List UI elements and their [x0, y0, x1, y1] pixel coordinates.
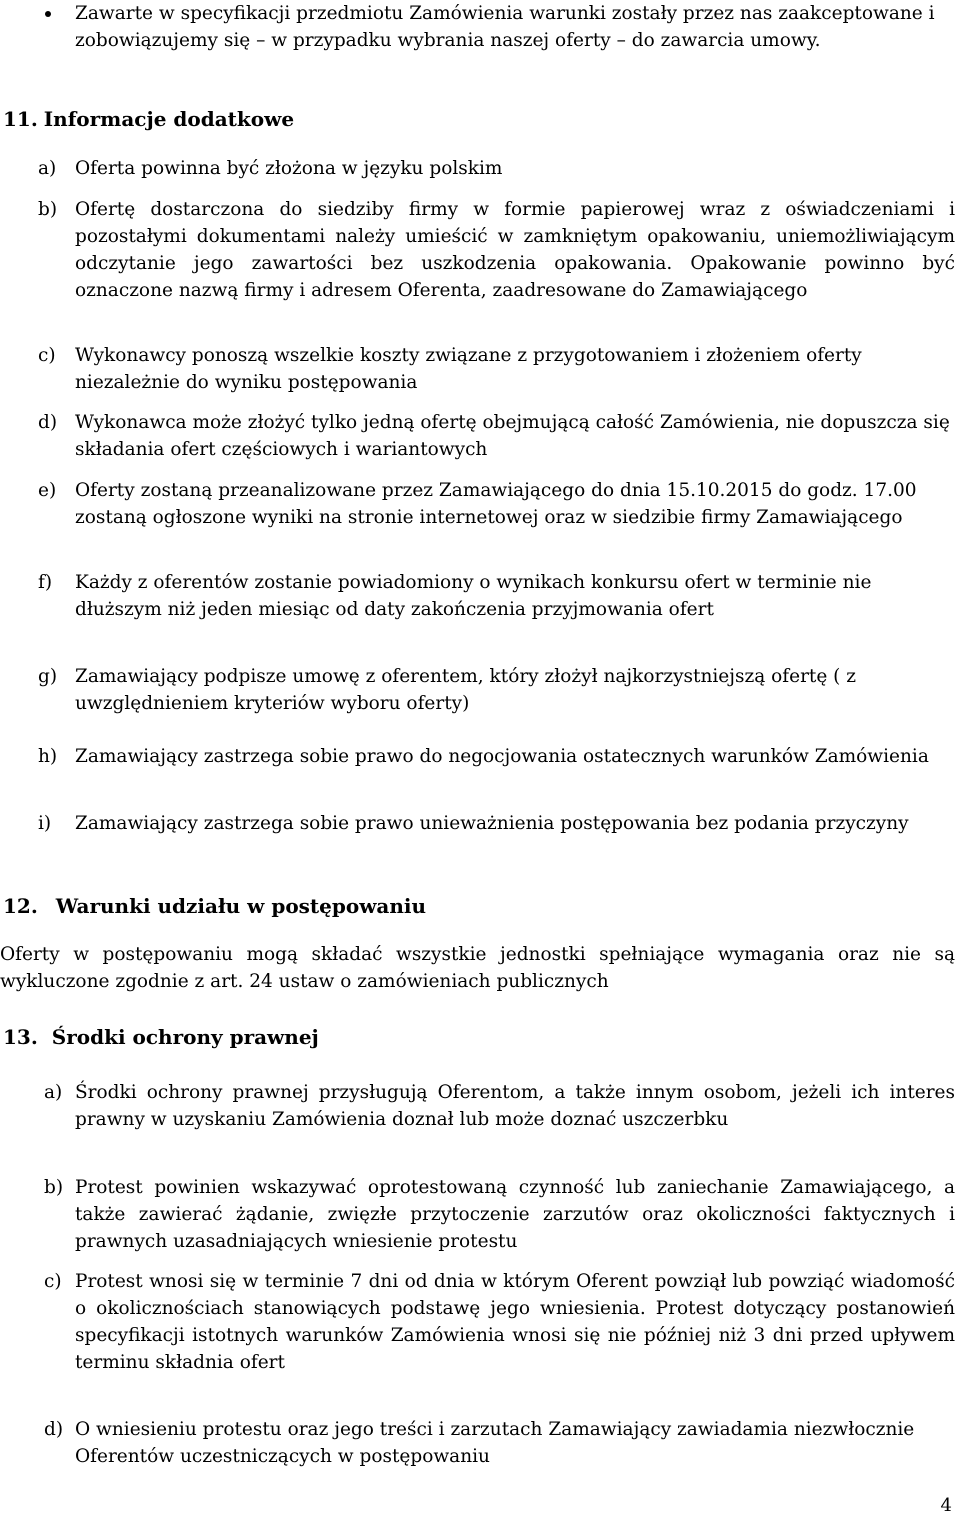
item-label: g): [38, 666, 58, 687]
list-item: [0, 1268, 955, 1376]
list-item: [0, 569, 955, 623]
section-13-heading: [3, 1024, 319, 1051]
list-item: [0, 155, 955, 182]
section-title: Warunki udziału w postępowaniu: [55, 894, 427, 918]
list-item: [0, 196, 955, 304]
item-text: Oferta powinna być złożona w języku polskim: [75, 158, 503, 179]
item-label: i): [38, 813, 52, 834]
item-text: Zamawiający podpisze umowę z oferentem, który złożył najkorzystniejszą ofertę ( z uwzględnieniem kryteriów wyboru oferty): [75, 666, 857, 714]
item-text: Wykonawcy ponoszą wszelkie koszty związane z przygotowaniem i złożeniem oferty niezależnie do wyniku postępowania: [75, 345, 862, 393]
list-item: [0, 477, 955, 531]
bullet-dot: [45, 11, 51, 17]
item-text: Zamawiający zastrzega sobie prawo do negocjowania ostatecznych warunków Zamówienia: [75, 746, 929, 767]
item-label: f): [38, 572, 53, 593]
item-label: h): [38, 746, 58, 767]
list-item: [0, 1079, 955, 1133]
section-number: 12.: [3, 894, 38, 918]
item-label: e): [38, 480, 57, 501]
section-title: Środki ochrony prawnej: [51, 1025, 319, 1049]
item-label: c): [38, 345, 56, 366]
list-item: [0, 663, 955, 717]
item-text: Ofertę dostarczona do siedziby firmy w formie papierowej wraz z oświadczeniami i pozostałymi dokumentami należy umieścić w zamkniętym opakowaniu, uniemożliwiającym odczytanie jego zawartości bez uszkodzenia opakowania. Opakowanie powinno być oznaczone nazwą firmy i adresem Oferenta, zaadresowane do Zamawiającego: [75, 199, 955, 301]
item-text: Każdy z oferentów zostanie powiadomiony o wynikach konkursu ofert w terminie nie dłuższym niż jeden miesiąc od daty zakończenia przyjmowania ofert: [75, 572, 872, 620]
item-label: b): [44, 1177, 64, 1198]
item-text: Oferty zostaną przeanalizowane przez Zamawiającego do dnia 15.10.2015 do godz. 17.00 zostaną ogłoszone wyniki na stronie internetowej oraz w siedzibie firmy Zamawiającego: [75, 480, 917, 528]
bullet-text: Zawarte w specyfikacji przedmiotu Zamówienia warunki zostały przez nas zaakceptowane i zobowiązujemy się – w przypadku wybrania naszej oferty – do zawarcia umowy.: [75, 3, 935, 51]
item-text: Protest wnosi się w terminie 7 dni od dnia w którym Oferent powziął lub powziąć wiadomość o okolicznościach stanowiących podstawę jego wniesienia. Protest dotyczący postanowień specyfikacji istotnych warunków Zamówienia wnosi się nie później niż 3 dni przed upływem terminu składnia ofert: [75, 1271, 955, 1373]
list-item: [0, 409, 955, 463]
list-item: [0, 1174, 955, 1255]
section-12-paragraph: Oferty w postępowaniu mogą składać wszystkie jednostki spełniające wymagania oraz nie są wykluczone zgodnie z art. 24 ustaw o zamówieniach publicznych: [0, 944, 955, 992]
page-number: 4: [940, 1495, 952, 1516]
item-label: d): [44, 1419, 64, 1440]
item-text: O wniesieniu protestu oraz jego treści i zarzutach Zamawiający zawiadamia niezwłocznie Oferentów uczestniczących w postępowaniu: [75, 1419, 915, 1467]
list-item: [0, 1416, 955, 1470]
item-text: Zamawiający zastrzega sobie prawo unieważnienia postępowania bez podania przyczyny: [75, 813, 909, 834]
item-text: Wykonawca może złożyć tylko jedną ofertę obejmującą całość Zamówienia, nie dopuszcza się składania ofert częściowych i wariantowych: [75, 412, 950, 460]
item-label: c): [44, 1271, 62, 1292]
list-item: [0, 743, 955, 770]
item-text: Środki ochrony prawnej przysługują Oferentom, a także innym osobom, jeżeli ich interes prawny w uzyskaniu Zamówienia doznał lub może doznać uszczerbku: [75, 1082, 955, 1130]
section-11-heading: [3, 106, 294, 133]
section-number: 11.: [3, 107, 38, 131]
item-text: Protest powinien wskazywać oprotestowaną czynność lub zaniechanie Zamawiającego, a także zawierać żądanie, zwięzłe przytoczenie zarzutów oraz okoliczności faktycznych i prawnych uzasadniających wniesienie protestu: [75, 1177, 955, 1252]
item-label: a): [44, 1082, 63, 1103]
item-label: b): [38, 199, 58, 220]
list-item: [0, 342, 955, 396]
section-number: 13.: [3, 1025, 38, 1049]
item-label: d): [38, 412, 58, 433]
list-item: [0, 810, 955, 837]
item-label: a): [38, 158, 57, 179]
bullet-item: [75, 0, 955, 54]
section-12-heading: [3, 893, 426, 920]
section-title: Informacje dodatkowe: [43, 107, 295, 131]
